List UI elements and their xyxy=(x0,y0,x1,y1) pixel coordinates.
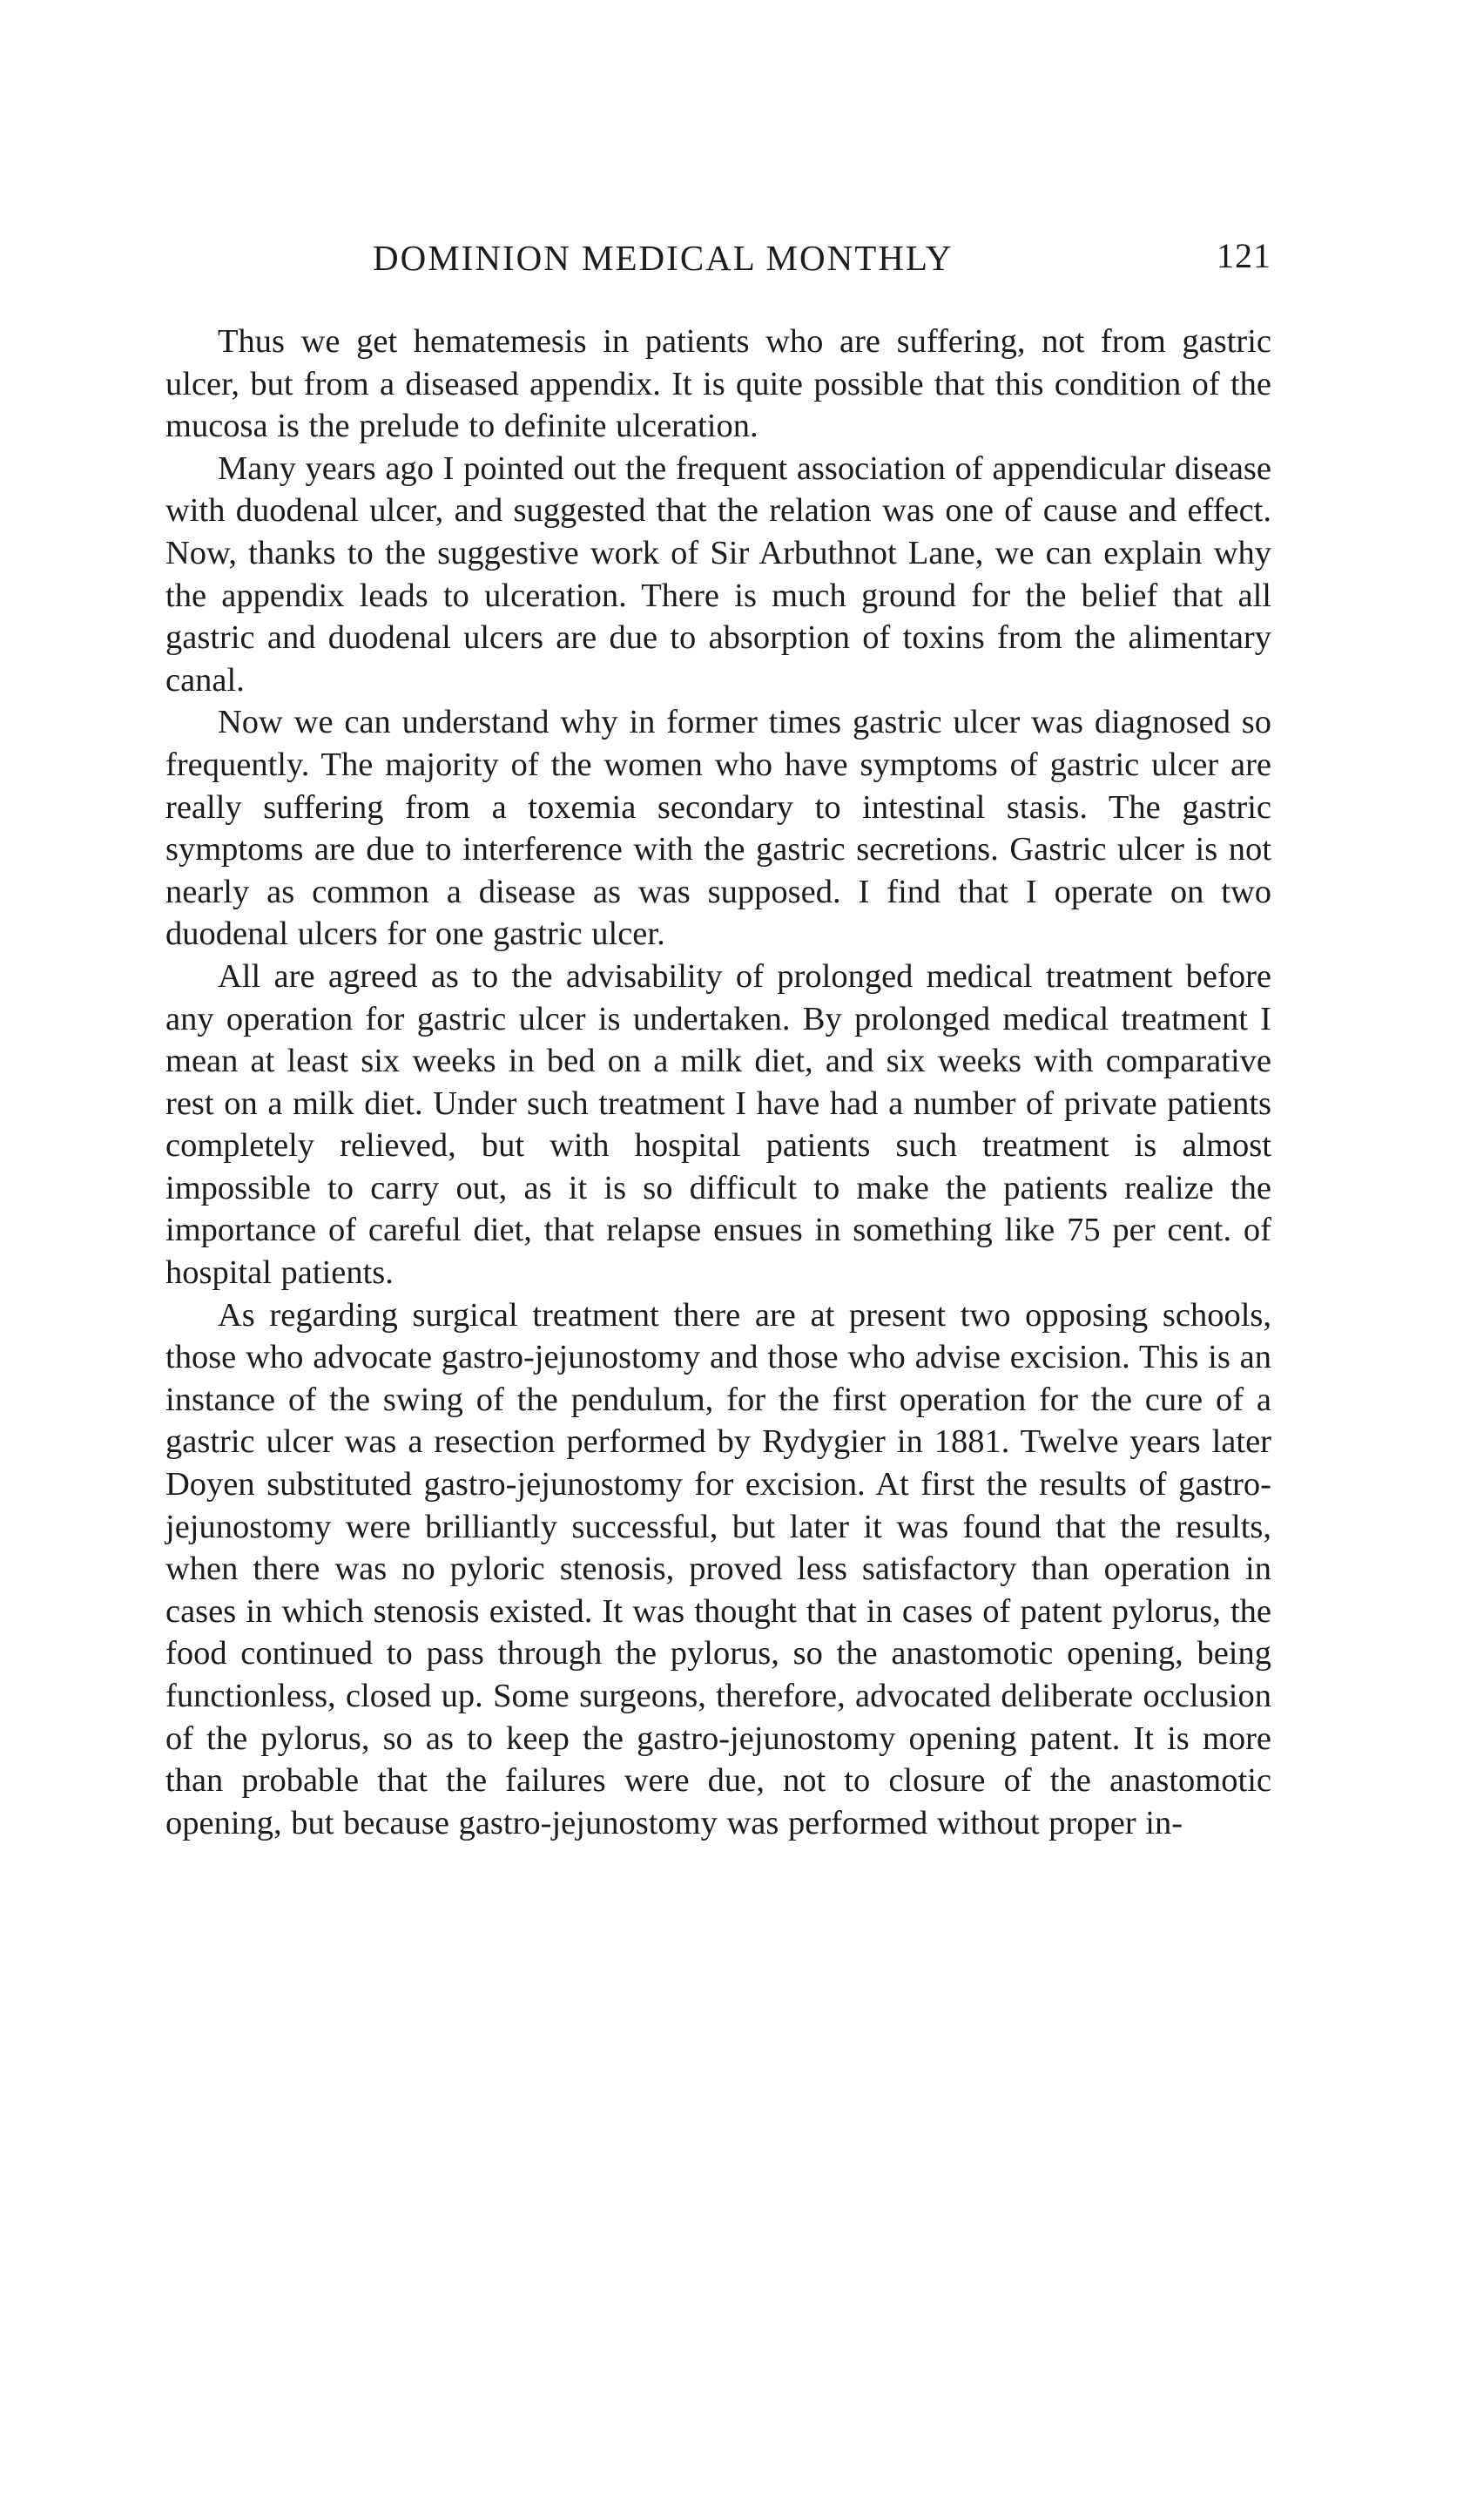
article-body xyxy=(165,321,1271,1844)
paragraph-surgical-treatment: As regarding surgical treatment there are at present two opposing schools, those who advocate gastro-jejunostomy and those who advise excision. This is an instance of the swing of the pendulum, for the first operation for the cure of a gastric ulcer was a resection performed by Rydygier in 1881. Twelve years later Doyen substituted gastro-jejunostomy for excision. At first the results of gastro-jejunostomy were brilliantly successful, but later it was found that the results, when there was no pyloric stenosis, proved less satisfactory than operation in cases in which stenosis existed. It was thought that in cases of patent pylorus, the food continued to pass through the pylorus, so the anastomotic opening, being functionless, closed up. Some surgeons, therefore, advocated deliberate occlusion of the pylorus, so as to keep the gastro-jejunostomy opening patent. It is more than probable that the failures were due, not to closure of the anastomotic opening, but because gastro-jejunostomy was performed without proper in- xyxy=(165,1296,1271,1841)
paragraph-hematemesis: Thus we get hematemesis in patients who are suffering, not from gastric ulcer, but from a diseased appendix. It is quite possible that this condition of the mucosa is the prelude to definite ulceration. xyxy=(165,323,1271,445)
page-number: 121 xyxy=(1217,236,1271,275)
running-header xyxy=(165,237,1271,289)
paragraph-medical-treatment: All are agreed as to the advisability of prolonged medical treatment before any operation for gastric ulcer is undertaken. By prolonged medical treatment I mean at least six weeks in bed on a milk diet, and six weeks with comparative rest on a milk diet. Under such treatment I have had a number of private patients completely relieved, but with hospital patients such treatment is almost impossible to carry out, as it is so difficult to make the patients realize the importance of careful diet, that relapse ensues in something like 75 per cent. of hospital patients. xyxy=(165,957,1271,1292)
paragraph-appendicular-disease: Many years ago I pointed out the frequent association of appendicular disease with duodenal ulcer, and suggested that the relation was one of cause and effect. Now, thanks to the suggestive work of Sir Arbuthnot Lane, we can explain why the appendix leads to ulceration. There is much ground for the belief that all gastric and duodenal ulcers are due to absorption of toxins from the alimentary canal. xyxy=(165,449,1271,699)
journal-title: DOMINION MEDICAL MONTHLY xyxy=(373,238,954,278)
paragraph-diagnosis: Now we can understand why in former times gastric ulcer was diagnosed so frequently. The majority of the women who have symptoms of gastric ulcer are really suffering from a toxemia secondary to intestinal stasis. The gastric symptoms are due to interference with the gastric secretions. Gastric ulcer is not nearly as common a disease as was supposed. I find that I operate on two duodenal ulcers for one gastric ulcer. xyxy=(165,704,1271,953)
